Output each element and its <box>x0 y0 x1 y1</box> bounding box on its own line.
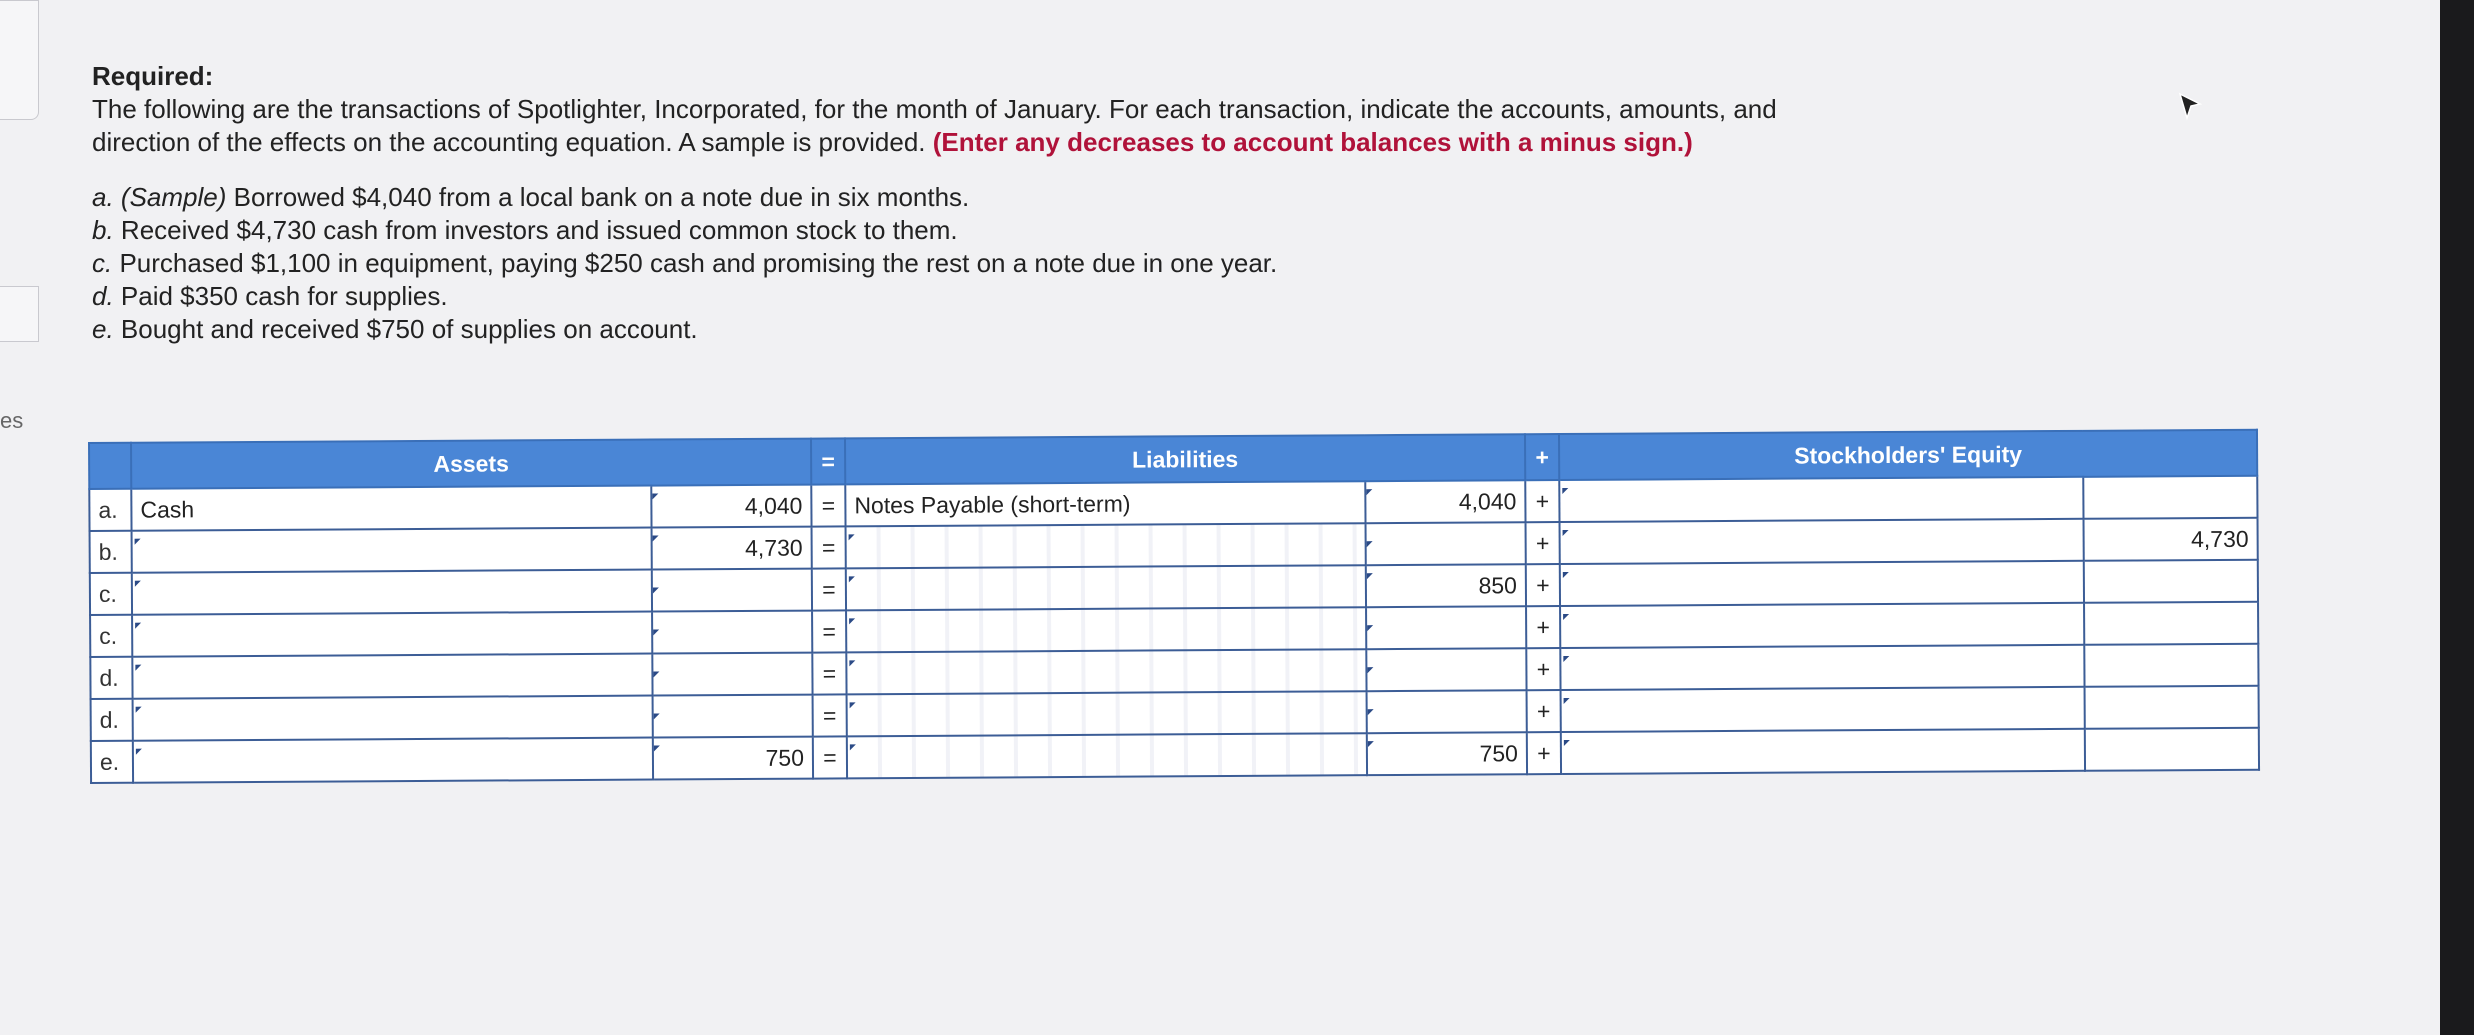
side-label: es <box>0 408 24 433</box>
plus-sign: + <box>1526 564 1560 606</box>
asset-amount-input[interactable] <box>652 611 812 654</box>
dropdown-marker-icon <box>1563 613 1569 619</box>
equity-amount-input[interactable] <box>2084 644 2258 687</box>
equity-account-select[interactable] <box>1560 519 2084 564</box>
equity-amount-value: 4,730 <box>2190 525 2249 552</box>
equity-amount-input[interactable] <box>2085 686 2259 729</box>
question-content <box>92 60 1852 346</box>
equity-amount-input[interactable] <box>2085 728 2259 771</box>
asset-account-select[interactable] <box>133 738 653 783</box>
asset-amount-input[interactable] <box>651 485 811 528</box>
equity-account-select[interactable] <box>1561 729 2085 774</box>
asset-amount-value: 750 <box>765 744 805 771</box>
dropdown-marker-icon <box>654 745 660 751</box>
row-letter: c. <box>90 615 132 657</box>
equity-amount-input[interactable] <box>2084 602 2258 645</box>
row-letter: c. <box>90 573 132 615</box>
dropdown-marker-icon <box>1367 625 1373 631</box>
dropdown-marker-icon <box>850 744 856 750</box>
header-plus: + <box>1525 434 1559 480</box>
asset-amount-input[interactable] <box>652 527 812 570</box>
dropdown-marker-icon <box>652 493 658 499</box>
asset-amount-value: 4,730 <box>745 534 803 561</box>
equity-account-select[interactable] <box>1561 687 2085 732</box>
liability-amount-input[interactable] <box>1366 606 1526 649</box>
asset-amount-input[interactable] <box>652 653 812 696</box>
right-edge-band <box>2440 0 2474 1035</box>
liability-amount-input[interactable] <box>1367 732 1527 775</box>
asset-account-select[interactable] <box>132 612 652 657</box>
header-liabilities: Liabilities <box>845 434 1525 484</box>
dropdown-marker-icon <box>1564 697 1570 703</box>
asset-amount-value: 4,040 <box>744 492 803 519</box>
liability-amount-value: 850 <box>1478 571 1517 599</box>
asset-account-select[interactable] <box>132 654 652 699</box>
plus-sign: + <box>1525 480 1559 522</box>
dropdown-marker-icon <box>653 535 659 541</box>
left-panel-tab <box>0 0 39 120</box>
equity-amount-input[interactable] <box>2083 476 2257 519</box>
equity-account-select[interactable] <box>1560 645 2084 690</box>
liability-amount-input[interactable] <box>1366 522 1526 565</box>
row-letter: e. <box>91 741 133 783</box>
transaction-item: b. Received $4,730 cash from investors and issued common stock to them. <box>92 215 958 245</box>
dropdown-marker-icon <box>1368 741 1374 747</box>
plus-sign: + <box>1527 690 1561 732</box>
transaction-item: c. Purchased $1,100 in equipment, paying $250 cash and promising the rest on a note due in one year. <box>92 248 1278 278</box>
transaction-item: a. (Sample) Borrowed $4,040 from a local bank on a note due in six months. <box>92 182 970 212</box>
dropdown-marker-icon <box>1563 655 1569 661</box>
plus-sign: + <box>1527 732 1561 774</box>
equals-sign: = <box>812 610 846 652</box>
asset-amount-input[interactable] <box>653 695 813 738</box>
liability-account-select[interactable] <box>846 607 1366 652</box>
asset-account-select[interactable] <box>132 528 652 573</box>
liability-account-select[interactable] <box>846 523 1366 568</box>
dropdown-marker-icon <box>1367 573 1373 579</box>
header-assets: Assets <box>131 439 811 489</box>
dropdown-marker-icon <box>653 630 659 636</box>
dropdown-marker-icon <box>136 748 142 754</box>
dropdown-marker-icon <box>135 622 141 628</box>
dropdown-marker-icon <box>1368 709 1374 715</box>
asset-account-value: Cash <box>140 495 195 523</box>
equals-sign: = <box>813 694 847 736</box>
row-letter: d. <box>90 657 132 699</box>
mouse-cursor-icon <box>2178 92 2202 122</box>
header-equals: = <box>811 438 845 484</box>
liability-amount-input[interactable] <box>1367 690 1527 733</box>
plus-sign: + <box>1526 522 1560 564</box>
intro-text: The following are the transactions of Spotlighter, Incorporated, for the month of January. For each transaction, indicate the accounts, amounts, and direction of the effects on the accounting equation. A sample is provided. <box>92 94 1777 157</box>
equals-sign: = <box>812 526 846 568</box>
equity-account-select[interactable] <box>1559 477 2083 522</box>
equals-sign: = <box>812 568 846 610</box>
dropdown-marker-icon <box>654 714 660 720</box>
dropdown-marker-icon <box>1562 487 1568 493</box>
dropdown-marker-icon <box>135 664 141 670</box>
liability-amount-input[interactable] <box>1366 564 1526 607</box>
equals-sign: = <box>811 484 845 526</box>
row-letter: d. <box>91 699 133 741</box>
equity-amount-input[interactable] <box>2084 560 2258 603</box>
dropdown-marker-icon <box>849 618 855 624</box>
dropdown-marker-icon <box>1367 541 1373 547</box>
transaction-item: e. Bought and received $750 of supplies on account. <box>92 314 698 344</box>
dropdown-marker-icon <box>1366 489 1372 495</box>
dropdown-marker-icon <box>136 706 142 712</box>
transaction-item: d. Paid $350 cash for supplies. <box>92 281 448 311</box>
liability-amount-input[interactable] <box>1365 480 1525 523</box>
header-spacer <box>89 443 131 489</box>
dropdown-marker-icon <box>850 702 856 708</box>
liability-account-select[interactable] <box>845 481 1365 526</box>
liability-account-value: Notes Payable (short-term) <box>854 490 1131 518</box>
liability-amount-value: 4,040 <box>1458 487 1517 515</box>
dropdown-marker-icon <box>653 672 659 678</box>
dropdown-marker-icon <box>1367 667 1373 673</box>
header-stockholders-equity: Stockholders' Equity <box>1559 430 2257 480</box>
instruction-text: (Enter any decreases to account balances with a minus sign.) <box>932 127 1693 157</box>
liability-amount-input[interactable] <box>1366 648 1526 691</box>
equals-sign: = <box>813 736 847 778</box>
liability-account-select[interactable] <box>847 733 1367 778</box>
asset-account-select[interactable] <box>131 486 651 531</box>
liability-account-select[interactable] <box>846 565 1366 610</box>
row-letter: b. <box>90 531 132 573</box>
liability-amount-value: 750 <box>1479 739 1519 767</box>
required-title: Required: <box>92 61 214 91</box>
asset-amount-input[interactable] <box>652 569 812 612</box>
dropdown-marker-icon <box>1563 529 1569 535</box>
equals-sign: = <box>812 652 846 694</box>
left-panel-tab <box>0 286 39 342</box>
asset-amount-input[interactable] <box>653 737 813 780</box>
dropdown-marker-icon <box>849 660 855 666</box>
equity-amount-input[interactable] <box>2084 518 2258 561</box>
row-letter: a. <box>89 489 131 531</box>
dropdown-marker-icon <box>849 576 855 582</box>
equity-account-select[interactable] <box>1560 561 2084 606</box>
asset-account-select[interactable] <box>133 696 653 741</box>
accounting-equation-grid <box>88 429 2258 800</box>
liability-account-select[interactable] <box>846 649 1366 694</box>
dropdown-marker-icon <box>849 534 855 540</box>
dropdown-marker-icon <box>135 580 141 586</box>
dropdown-marker-icon <box>1563 571 1569 577</box>
question-intro <box>92 93 1832 159</box>
dropdown-marker-icon <box>135 538 141 544</box>
dropdown-marker-icon <box>653 588 659 594</box>
plus-sign: + <box>1526 606 1560 648</box>
dropdown-marker-icon <box>1564 739 1570 745</box>
equity-account-select[interactable] <box>1560 603 2084 648</box>
liability-account-select[interactable] <box>847 691 1367 736</box>
asset-account-select[interactable] <box>132 570 652 615</box>
transaction-list <box>92 181 1852 346</box>
plus-sign: + <box>1526 648 1560 690</box>
